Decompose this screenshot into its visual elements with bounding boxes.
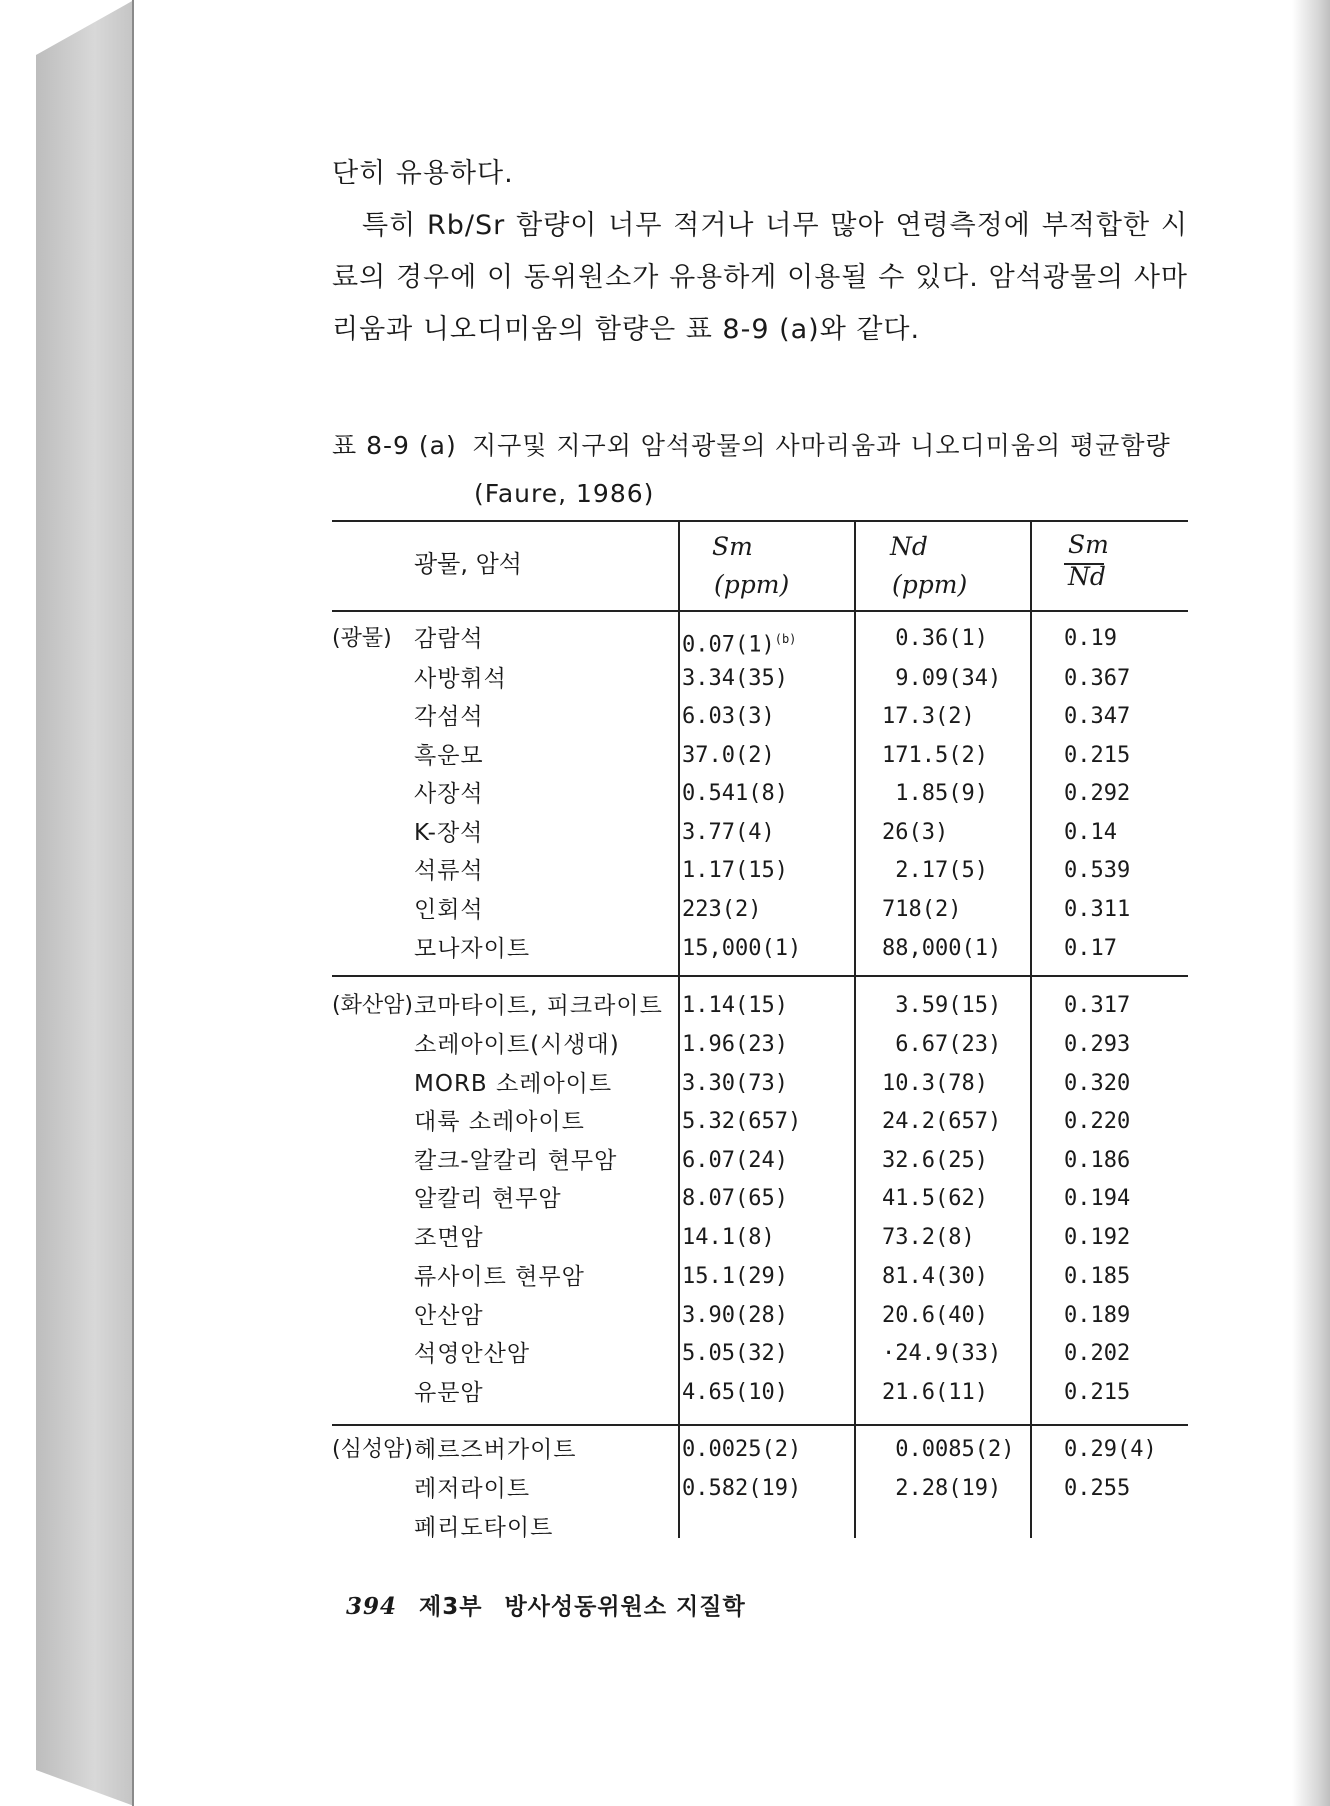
row-mineral-name: 사방휘석 (414, 666, 507, 692)
sm-value-text: 0.07(1) (682, 632, 775, 658)
row-mineral-name: MORB 소레아이트 (414, 1071, 613, 1097)
row-sm-value (682, 698, 775, 736)
row-sm-value (682, 1065, 788, 1103)
row-mineral-name: 알칼리 현무암 (414, 1186, 562, 1212)
header-ratio-numerator: Sm (1068, 530, 1109, 559)
row-group-label: (심성암) (332, 1437, 413, 1462)
row-mineral-name: 사장석 (414, 781, 484, 807)
row-ratio-value: 0.192 (1064, 1225, 1131, 1250)
sm-value-text: 223(2) (682, 897, 762, 922)
table-source: (Faure, 1986) (474, 479, 655, 508)
row-sm-value (682, 775, 788, 813)
sm-value-text: 3.90(28) (682, 1303, 788, 1328)
row-nd-value: 718(2) (882, 897, 962, 922)
table-row (332, 891, 1188, 929)
paragraph-body: 특히 Rb/Sr 함량이 너무 적거나 너무 많아 연령측정에 부적합한 시료의 경우에 이 동위원소가 유용하게 이용될 수 있다. 암석광물의 사마리움과 니오디미움의 함량은 표 8-9 (a)와 같다. (332, 210, 1188, 345)
sm-value-text: 14.1(8) (682, 1225, 775, 1250)
row-ratio-value: 0.194 (1064, 1186, 1131, 1211)
row-group-label: (화산암) (332, 993, 413, 1018)
row-ratio-value: 0.347 (1064, 704, 1131, 729)
row-mineral-name: 인회석 (414, 897, 484, 923)
row-sm-value (682, 1258, 788, 1296)
row-nd-value: 41.5(62) (882, 1186, 988, 1211)
row-ratio-value: 0.220 (1064, 1109, 1131, 1134)
table-row (332, 1258, 1188, 1296)
row-ratio-value: 0.293 (1064, 1032, 1131, 1057)
row-nd-value: 20.6(40) (882, 1303, 988, 1328)
header-mineral-rock: 광물, 암석 (414, 550, 522, 578)
table-section-rule (332, 1424, 1188, 1426)
sm-value-text: 8.07(65) (682, 1186, 788, 1211)
table-row (332, 1142, 1188, 1180)
row-mineral-name: 페리도타이트 (414, 1515, 554, 1541)
sm-value-text: 0.582(19) (682, 1476, 802, 1501)
row-ratio-value: 0.215 (1064, 743, 1131, 768)
book-title: 방사성동위원소 지질학 (504, 1594, 746, 1620)
row-mineral-name: 석류석 (414, 858, 484, 884)
sm-value-text: 1.96(23) (682, 1032, 788, 1057)
row-mineral-name: 대륙 소레아이트 (414, 1109, 585, 1135)
table-number: 표 8-9 (a) (332, 431, 457, 460)
row-sm-value (682, 1431, 801, 1469)
row-sm-value (682, 1219, 775, 1257)
row-nd-value: ·24.9(33) (882, 1341, 1002, 1366)
table-row (332, 852, 1188, 890)
sm-value-text: 5.32(657) (682, 1109, 802, 1134)
table-row (332, 1431, 1188, 1469)
table-row (332, 660, 1188, 698)
header-nd: Nd (890, 532, 928, 561)
table-row (332, 814, 1188, 852)
row-nd-value: 81.4(30) (882, 1264, 988, 1289)
row-nd-value: 26(3) (882, 820, 949, 845)
row-sm-value (682, 1470, 801, 1508)
header-sm-unit: (ppm) (714, 570, 790, 599)
sm-value-text: 1.17(15) (682, 858, 788, 883)
row-mineral-name: 감람석 (414, 626, 484, 652)
sm-value-text: 4.65(10) (682, 1380, 788, 1405)
page-number: 394 (346, 1593, 398, 1620)
row-mineral-name: 류사이트 현무암 (414, 1264, 585, 1290)
sm-value-text: 6.03(3) (682, 704, 775, 729)
row-ratio-value: 0.185 (1064, 1264, 1131, 1289)
row-ratio-value: 0.320 (1064, 1071, 1131, 1096)
row-sm-value (682, 891, 761, 929)
row-ratio-value: 0.29(4) (1064, 1437, 1157, 1462)
row-sm-value (682, 930, 801, 968)
row-ratio-value: 0.539 (1064, 858, 1131, 883)
row-nd-value: 1.85(9) (882, 781, 988, 806)
sm-value-text: 37.0(2) (682, 743, 775, 768)
sm-value-text: 15,000(1) (682, 936, 802, 961)
paragraph-continued: 단히 유용하다. (332, 158, 514, 189)
sm-value-text: 6.07(24) (682, 1148, 788, 1173)
table-row (332, 1374, 1188, 1412)
row-sm-value (682, 737, 775, 775)
row-mineral-name: 조면암 (414, 1225, 484, 1251)
row-ratio-value: 0.186 (1064, 1148, 1131, 1173)
sm-value-text: 5.05(32) (682, 1341, 788, 1366)
header-nd-unit: (ppm) (892, 570, 968, 599)
row-nd-value: 2.17(5) (882, 858, 988, 883)
table-top-rule (332, 520, 1188, 522)
part-label: 제3부 (419, 1594, 483, 1620)
row-nd-value: 3.59(15) (882, 993, 1002, 1018)
row-sm-value (682, 1374, 788, 1412)
row-sm-value (682, 1103, 801, 1141)
table-row (332, 620, 1188, 658)
row-sm-value (682, 852, 788, 890)
table-row (332, 987, 1188, 1025)
table-row (332, 775, 1188, 813)
table-title: 지구및 지구외 암석광물의 사마리움과 니오디미움의 평균함량 (472, 431, 1171, 460)
row-mineral-name: K-장석 (414, 820, 484, 846)
row-mineral-name: 칼크-알칼리 현무암 (414, 1148, 618, 1174)
row-sm-value (682, 660, 788, 698)
row-mineral-name: 레저라이트 (414, 1476, 531, 1502)
row-mineral-name: 석영안산암 (414, 1341, 531, 1367)
row-mineral-name: 소레아이트(시생대) (414, 1032, 620, 1058)
row-group-label: (광물) (332, 626, 392, 651)
row-mineral-name: 유문암 (414, 1380, 484, 1406)
row-ratio-value: 0.292 (1064, 781, 1131, 806)
row-ratio-value: 0.202 (1064, 1341, 1131, 1366)
table-header-rule (332, 610, 1188, 612)
row-ratio-value: 0.311 (1064, 897, 1131, 922)
row-sm-value (682, 1297, 788, 1335)
sm-value-text: 3.30(73) (682, 1071, 788, 1096)
row-nd-value: 73.2(8) (882, 1225, 975, 1250)
sm-value-text: 0.541(8) (682, 781, 788, 806)
table-row (332, 698, 1188, 736)
row-mineral-name: 흑운모 (414, 743, 484, 769)
row-nd-value: 0.0085(2) (882, 1437, 1015, 1462)
row-nd-value: 6.67(23) (882, 1032, 1002, 1057)
row-nd-value: 10.3(78) (882, 1071, 988, 1096)
row-nd-value: 0.36(1) (882, 626, 988, 651)
table-row (332, 1509, 1188, 1547)
row-nd-value: 9.09(34) (882, 666, 1002, 691)
table-row (332, 1065, 1188, 1103)
row-ratio-value: 0.255 (1064, 1476, 1131, 1501)
row-mineral-name: 코마타이트, 피크라이트 (414, 993, 663, 1019)
row-ratio-value: 0.215 (1064, 1380, 1131, 1405)
table-row (332, 1335, 1188, 1373)
row-nd-value: 88,000(1) (882, 936, 1002, 961)
row-sm-value (682, 1335, 788, 1373)
sm-value-text: 3.34(35) (682, 666, 788, 691)
row-nd-value: 24.2(657) (882, 1109, 1002, 1134)
header-ratio-denominator: Nd (1068, 562, 1106, 591)
row-sm-value (682, 1142, 788, 1180)
table-row (332, 1470, 1188, 1508)
row-ratio-value: 0.367 (1064, 666, 1131, 691)
row-nd-value: 21.6(11) (882, 1380, 988, 1405)
table-section-rule (332, 975, 1188, 977)
table-row (332, 1180, 1188, 1218)
sm-value-text: 15.1(29) (682, 1264, 788, 1289)
row-mineral-name: 헤르즈버가이트 (414, 1437, 577, 1463)
row-ratio-value: 0.317 (1064, 993, 1131, 1018)
page-footer (346, 1588, 746, 1621)
row-sm-value (682, 814, 775, 852)
sm-value-text: 1.14(15) (682, 993, 788, 1018)
table-row (332, 930, 1188, 968)
book-spine (36, 0, 134, 1806)
sm-value-text: 0.0025(2) (682, 1437, 802, 1462)
row-ratio-value: 0.19 (1064, 626, 1117, 651)
row-mineral-name: 모나자이트 (414, 936, 531, 962)
table-row (332, 1219, 1188, 1257)
row-sm-value (682, 620, 796, 664)
table-row (332, 1026, 1188, 1064)
table-row (332, 1297, 1188, 1335)
row-nd-value: 2.28(19) (882, 1476, 1002, 1501)
page-shadow (1292, 0, 1330, 1806)
sm-value-text: 3.77(4) (682, 820, 775, 845)
row-mineral-name: 각섬석 (414, 704, 484, 730)
row-ratio-value: 0.14 (1064, 820, 1117, 845)
row-ratio-value: 0.17 (1064, 936, 1117, 961)
row-sm-value (682, 987, 788, 1025)
row-nd-value: 171.5(2) (882, 743, 988, 768)
row-nd-value: 17.3(2) (882, 704, 975, 729)
row-sm-value (682, 1026, 788, 1064)
footnote-marker: (b) (774, 632, 797, 646)
table-row (332, 1103, 1188, 1141)
row-sm-value (682, 1180, 788, 1218)
header-sm: Sm (712, 532, 753, 561)
table-caption (332, 422, 1192, 518)
table-row (332, 737, 1188, 775)
row-nd-value: 32.6(25) (882, 1148, 988, 1173)
row-mineral-name: 안산암 (414, 1303, 484, 1329)
row-ratio-value: 0.189 (1064, 1303, 1131, 1328)
